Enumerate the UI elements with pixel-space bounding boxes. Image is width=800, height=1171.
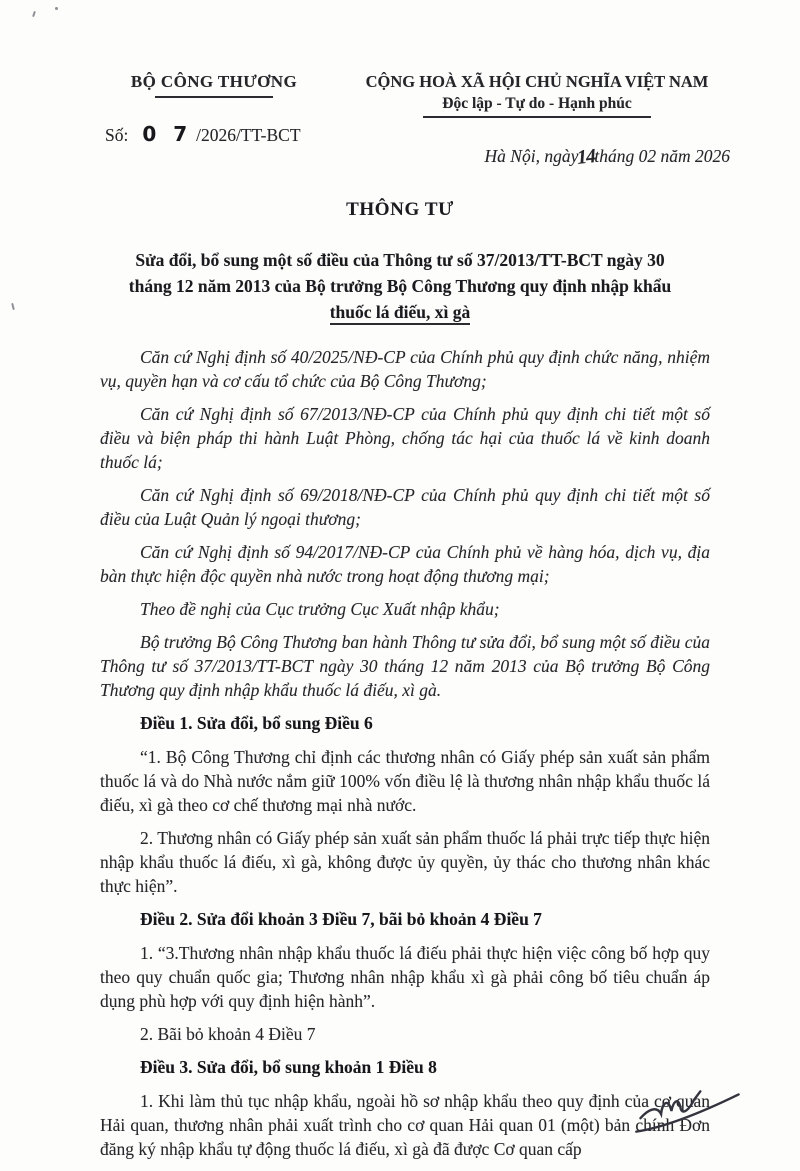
article-2-paragraph: 1. “3.Thương nhân nhập khẩu thuốc lá điếu phải thực hiện việc công bố hợp quy theo quy chuẩn quốc gia; Thương nhân nhập khẩu xì gà phải công bố tiêu chuẩn áp dụng phù hợp với quy định hiện hành”. [100,943,710,1011]
place-date-line [342,145,732,168]
document-header [0,0,800,168]
document-number-handwritten: 0 7 [142,122,193,146]
place-date-prefix: Hà Nội, ngày [484,146,579,166]
preamble-paragraph: Căn cứ Nghị định số 40/2025/NĐ-CP của Chính phủ quy định chức năng, nhiệm vụ, quyền hạn và cơ cấu tổ chức của Bộ Công Thương; [100,347,710,391]
article-2-heading: Điều 2. Sửa đổi khoản 3 Điều 7, bãi bỏ khoản 4 Điều 7 [140,909,542,929]
preamble-paragraph: Theo đề nghị của Cục trưởng Cục Xuất nhập khẩu; [140,599,500,619]
preamble-section [100,345,710,702]
article-1-paragraph: “1. Bộ Công Thương chỉ định các thương nhân có Giấy phép sản xuất sản phẩm thuốc lá và do Nhà nước nắm giữ 100% vốn điều lệ là thương nhân nhập khẩu thuốc lá điếu, xì gà theo cơ chế thương mại nhà nước. [100,747,710,815]
article-2-paragraph: 2. Bãi bỏ khoản 4 Điều 7 [140,1024,316,1044]
article-3-paragraph: 1. Khi làm thủ tục nhập khẩu, ngoài hồ sơ nhập khẩu theo quy định của cơ quan Hải quan, thương nhân phải xuất trình cho cơ quan Hải quan 01 (một) bản chính Đơn đăng ký nhập khẩu tự động thuốc lá điếu, xì gà đã được Cơ quan cấp [100,1091,710,1159]
handwritten-day: 14 [576,145,597,169]
subject-line: Sửa đổi, bổ sung một số điều của Thông tư số 37/2013/TT-BCT ngày 30 [135,250,665,270]
document-number-suffix: /2026/TT-BCT [196,125,301,145]
document-body [0,325,800,1161]
national-heading-block [342,72,732,168]
motto-underline [423,116,651,118]
subject-line-underlined: thuốc lá điếu, xì gà [80,299,720,325]
signature-mark [630,1081,748,1143]
national-motto: Độc lập - Tự do - Hạnh phúc [442,95,632,112]
document-number-line [95,122,333,146]
preamble-paragraph: Căn cứ Nghị định số 67/2013/NĐ-CP của Chính phủ quy định chi tiết một số điều và biện pháp thi hành Luật Phòng, chống tác hại của thuốc lá về kinh doanh thuốc lá; [100,404,710,472]
issuing-org-block [95,72,333,168]
scan-speck [55,7,58,10]
preamble-paragraph: Bộ trưởng Bộ Công Thương ban hành Thông tư sửa đổi, bổ sung một số điều của Thông tư số 37/2013/TT-BCT ngày 30 tháng 12 năm 2013 của Bộ trưởng Bộ Công Thương quy định nhập khẩu thuốc lá điếu, xì gà. [100,632,710,700]
document-number-label: Số: [105,125,129,145]
place-date-suffix: tháng 02 năm 2026 [594,146,730,166]
article-3-heading: Điều 3. Sửa đổi, bổ sung khoản 1 Điều 8 [140,1057,437,1077]
issuing-org-name: BỘ CÔNG THƯƠNG [130,72,298,91]
document-subject [80,247,720,325]
national-title: CỘNG HOÀ XÃ HỘI CHỦ NGHĨA VIỆT NAM [365,72,709,91]
scan-speck [11,303,15,310]
articles-section [100,711,710,1161]
org-underline [155,96,273,98]
preamble-paragraph: Căn cứ Nghị định số 94/2017/NĐ-CP của Chính phủ về hàng hóa, dịch vụ, địa bàn thực hiện độc quyền nhà nước trong hoạt động thương mại; [100,542,710,586]
document-type-title: THÔNG TƯ [346,199,454,220]
preamble-paragraph: Căn cứ Nghị định số 69/2018/NĐ-CP của Chính phủ quy định chi tiết một số điều của Luật Quản lý ngoại thương; [100,485,710,529]
article-1-paragraph: 2. Thương nhân có Giấy phép sản xuất sản phẩm thuốc lá phải trực tiếp thực hiện nhập khẩu thuốc lá điếu, xì gà, không được ủy quyền, ủy thác cho thương nhân khác thực hiện”. [100,828,710,896]
article-1-heading: Điều 1. Sửa đổi, bổ sung Điều 6 [140,713,373,733]
subject-line: tháng 12 năm 2013 của Bộ trưởng Bộ Công Thương quy định nhập khẩu [128,276,672,296]
